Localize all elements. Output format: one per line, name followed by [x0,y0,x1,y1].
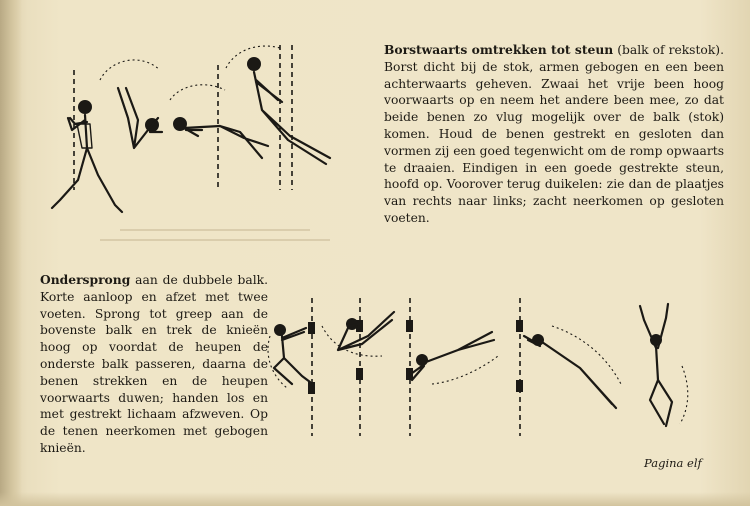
page-number-label: Pagina elf [644,456,702,470]
underswing-title: Ondersprong [40,272,131,287]
underswing-body: aan de dubbele balk. Korte aanloop en afzet met twee voeten. Sprong tot greep aan de bovenste balk en trek de knieën hoog op voordat de heupen de onderste balk passeren, daarna de benen strekken en de heupen voorwaarts duwen; handen los en met gestrekt lichaam afzweven. Op de tenen neerkomen met gebogen knieën. [40,273,268,455]
page-bottom-edge [0,492,750,506]
upstart-title: Borstwaarts omtrekken tot steun [384,42,614,57]
book-spine-shadow [0,0,22,506]
underswing-description [40,272,268,457]
gymnast-upstart-sequence-icon [30,40,370,250]
gymnast-underswing-dismount-sequence-icon [262,296,702,448]
upstart-body: (balk of rekstok). Borst dicht bij de stok, armen gebogen en een been achterwaarts geheven. Zwaai het vrije been hoog voorwaarts op en neem het andere been mee, zo dat beide benen zo vlug mogelijk over de balk (stok) komen. Houd de benen gestrekt en gesloten dan vormen zij een goed tegenwicht om de romp opwaarts te draaien. Eindigen in een goede gestrekte steun, hoofd op. Voorover terug duikelen: zie dan de plaatjes van rechts naar links; zacht neerkomen op gesloten voeten. [384,43,724,225]
upstart-description [384,42,724,227]
